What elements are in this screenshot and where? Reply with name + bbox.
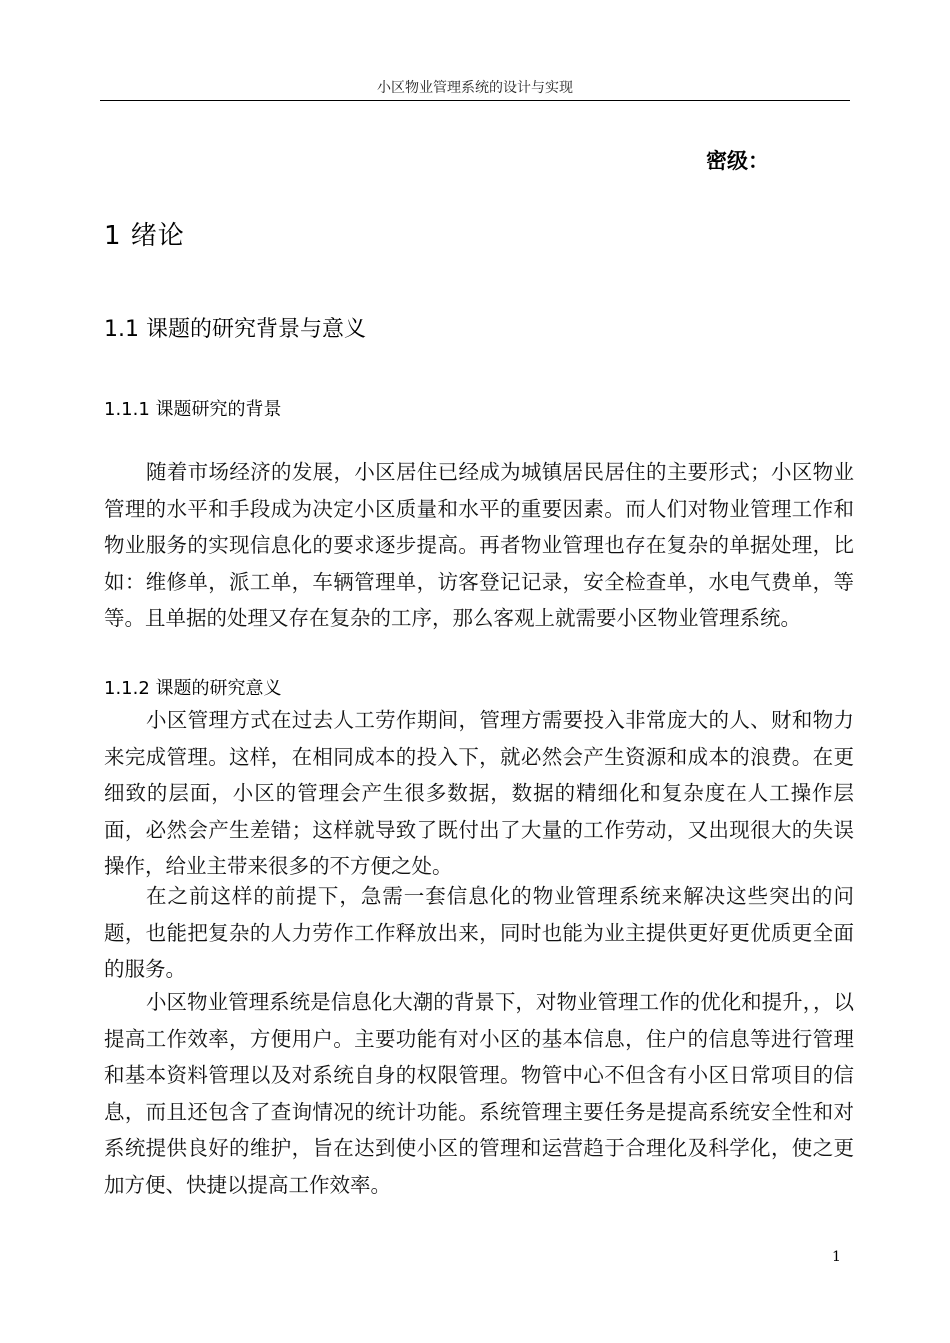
- subsection-title-background: 1.1.1 课题研究的背景: [104, 399, 282, 420]
- section-title: 1.1 课题的研究背景与意义: [104, 317, 366, 342]
- secret-level-label: 密级：: [706, 149, 769, 173]
- paragraph-significance-3: 小区物业管理系统是信息化大潮的背景下，对物业管理工作的优化和提升，，以提高工作效率，方便用户。主要功能有对小区的基本信息，住户的信息等进行管理和基本资料管理以及对系统自身的权限管理。物管中心不但含有小区日常项目的信息，而且还包含了查询情况的统计功能。系统管理主要任务是提高系统安全性和对系统提供良好的维护，旨在达到使小区的管理和运营趋于合理化及科学化，使之更加方便、快捷以提高工作效率。: [104, 990, 854, 1197]
- chapter-title: 1 绪论: [104, 221, 185, 251]
- paragraph-significance-2: 在之前这样的前提下，急需一套信息化的物业管理系统来解决这些突出的问题，也能把复杂的人力劳作工作释放出来，同时也能为业主提供更好更优质更全面的服务。: [104, 884, 854, 981]
- paragraph-significance-1: 小区管理方式在过去人工劳作期间，管理方需要投入非常庞大的人、财和物力来完成管理。这样，在相同成本的投入下，就必然会产生资源和成本的浪费。在更细致的层面，小区的管理会产生很多数据，数据的精细化和复杂度在人工操作层面，必然会产生差错；这样就导致了既付出了大量的工作劳动，又出现很大的失误操作，给业主带来很多的不方便之处。: [104, 708, 854, 878]
- subsection-title-significance: 1.1.2 课题的研究意义: [104, 678, 282, 699]
- paragraph-background: 随着市场经济的发展，小区居住已经成为城镇居民居住的主要形式；小区物业管理的水平和手段成为决定小区质量和水平的重要因素。而人们对物业管理工作和物业服务的实现信息化的要求逐步提高。再者物业管理也存在复杂的单据处理，比如：维修单，派工单，车辆管理单，访客登记记录，安全检查单，水电气费单，等等。且单据的处理又存在复杂的工序，那么客观上就需要小区物业管理系统。: [104, 460, 854, 630]
- running-header: 小区物业管理系统的设计与实现: [377, 80, 573, 96]
- page-number: 1: [832, 1249, 841, 1265]
- header-divider: [100, 100, 850, 101]
